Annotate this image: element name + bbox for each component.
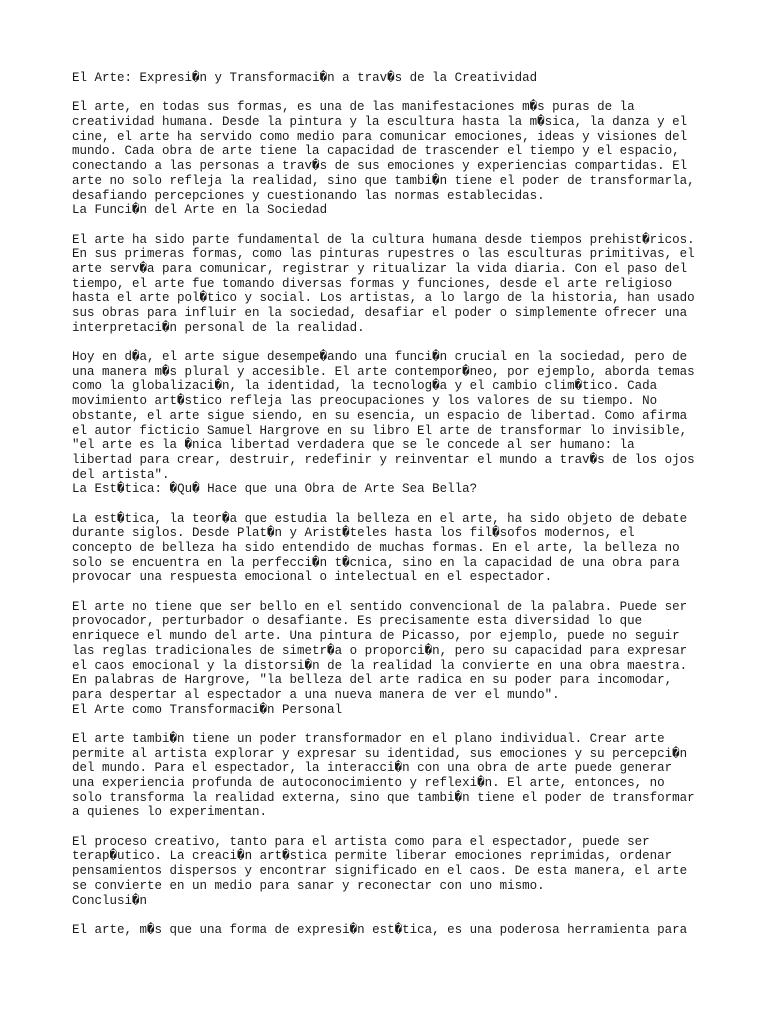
text-line: a quienes lo experimentan. — [72, 805, 268, 820]
text-line: creatividad humana. Desde la pintura y la escultura hasta la m�sica, la danza y el — [72, 115, 688, 130]
text-line: El arte ha sido parte fundamental de la cultura humana desde tiempos prehist�ricos. — [72, 232, 695, 247]
paragraph — [72, 100, 712, 203]
text-line: El arte tambi�n tiene un poder transformador en el plano individual. Crear arte — [72, 731, 665, 746]
text-line: arte no solo refleja la realidad, sino que tambi�n tiene el poder de transformarla, — [72, 173, 695, 188]
section-heading — [72, 482, 712, 497]
text-line: como la globalizaci�n, la identidad, la tecnolog�a y el cambio clim�tico. Cada — [72, 379, 658, 394]
text-line: mundo. Cada obra de arte tiene la capacidad de trascender el tiempo y el espacio, — [72, 144, 680, 159]
text-line: conectando a las personas a trav�s de sus emociones y experiencias compartidas. El — [72, 159, 688, 174]
section-heading — [72, 894, 712, 909]
text-line: El arte no tiene que ser bello en el sentido convencional de la palabra. Puede ser — [72, 599, 688, 614]
text-line: arte serv�a para comunicar, registrar y ritualizar la vida diaria. Con el paso del — [72, 261, 688, 276]
text-line: La est�tica, la teor�a que estudia la belleza en el arte, ha sido objeto de debate — [72, 511, 688, 526]
heading-line: El Arte: Expresi�n y Transformaci�n a trav�s de la Creatividad — [72, 71, 538, 85]
text-line: terap�utico. La creaci�n art�stica permite liberar emociones reprimidas, ordenar — [72, 849, 673, 864]
text-line: tiempo, el arte fue tomando diversas formas y funciones, desde el arte religioso — [72, 276, 673, 291]
text-line: concepto de belleza ha sido entendido de muchas formas. En el arte, la belleza no — [72, 541, 680, 555]
heading-line: Conclusi�n — [72, 893, 148, 908]
text-line: hasta el arte pol�tico y social. Los artistas, a lo largo de la historia, han usado — [72, 291, 695, 306]
paragraph — [72, 732, 712, 820]
text-line: el autor ficticio Samuel Hargrove en su libro El arte de transformar lo invisible, — [72, 423, 688, 438]
text-line: solo transforma la realidad externa, sino que tambi�n tiene el poder de transformar — [72, 790, 695, 805]
text-line: En palabras de Hargrove, "la belleza del arte radica en su poder para incomodar, — [72, 673, 673, 688]
text-line: una manera m�s plural y accesible. El arte contempor�neo, por ejemplo, aborda temas — [72, 364, 695, 379]
heading-line: El Arte como Transformaci�n Personal — [72, 702, 343, 717]
heading-line: La Est�tica: �Qu� Hace que una Obra de Arte Sea Bella? — [72, 482, 478, 497]
text-line: se convierte en un medio para sanar y reconectar con uno mismo. — [72, 878, 545, 893]
text-line: En sus primeras formas, como las pinturas rupestres o las esculturas primitivas, el — [72, 247, 695, 262]
text-line: provocador, perturbador o desafiante. Es precisamente esta diversidad lo que — [72, 614, 643, 629]
text-line: para despertar al espectador a una nueva manera de ver el mundo". — [72, 687, 560, 702]
blank-line — [72, 86, 712, 101]
text-line: El arte, m�s que una forma de expresi�n est�tica, es una poderosa herramienta para — [72, 922, 688, 937]
blank-line — [72, 908, 712, 923]
blank-line — [72, 218, 712, 233]
paragraph — [72, 350, 712, 482]
document-text — [72, 71, 712, 938]
blank-line — [72, 717, 712, 732]
text-line: movimiento art�stico refleja las preocupaciones y los valores de su tiempo. No — [72, 394, 658, 409]
text-line: una experiencia profunda de autoconocimiento y reflexi�n. El arte, entonces, no — [72, 776, 665, 790]
blank-line — [72, 820, 712, 835]
paragraph — [72, 233, 712, 336]
section-heading — [72, 703, 712, 718]
text-line: Hoy en d�a, el arte sigue desempe�ando una funci�n crucial en la sociedad, pero de — [72, 350, 688, 365]
text-line: solo se encuentra en la perfecci�n t�cnica, sino en la capacidad de una obra para — [72, 555, 680, 570]
section-heading — [72, 203, 712, 218]
heading-line: La Funci�n del Arte en la Sociedad — [72, 203, 328, 218]
text-line: las reglas tradicionales de simetr�a o proporci�n, pero su capacidad para expresar — [72, 643, 688, 658]
paragraph — [72, 923, 712, 938]
text-line: permite al artista explorar y expresar su identidad, sus emociones y su percepci�n — [72, 746, 688, 761]
text-line: del mundo. Para el espectador, la interacci�n con una obra de arte puede generar — [72, 761, 673, 776]
text-line: provocar una respuesta emocional o intelectual en el espectador. — [72, 570, 553, 585]
paragraph — [72, 512, 712, 585]
text-line: interpretaci�n personal de la realidad. — [72, 320, 365, 335]
text-line: obstante, el arte sigue siendo, en su esencia, un espacio de libertad. Como afirma — [72, 408, 688, 423]
text-line: El arte, en todas sus formas, es una de las manifestaciones m�s puras de la — [72, 100, 635, 115]
section-heading — [72, 71, 712, 86]
text-line: sus obras para influir en la sociedad, desafiar el poder o simplemente ofrecer una — [72, 306, 688, 320]
text-line: enriquece el mundo del arte. Una pintura de Picasso, por ejemplo, puede no seguir — [72, 629, 680, 644]
blank-line — [72, 585, 712, 600]
text-line: libertad para crear, destruir, redefinir y reinventar el mundo a trav�s de los ojos — [72, 452, 695, 467]
text-line: durante siglos. Desde Plat�n y Arist�teles hasta los fil�sofos modernos, el — [72, 526, 635, 541]
blank-line — [72, 497, 712, 512]
text-line: del artista". — [72, 467, 170, 482]
text-line: desafiando percepciones y cuestionando las normas establecidas. — [72, 188, 545, 203]
blank-line — [72, 335, 712, 350]
text-line: pensamientos dispersos y encontrar significado en el caos. De esta manera, el arte — [72, 864, 688, 879]
paragraph — [72, 835, 712, 894]
paragraph — [72, 600, 712, 703]
text-line: cine, el arte ha servido como medio para comunicar emociones, ideas y visiones del — [72, 129, 688, 144]
text-line: "el arte es la �nica libertad verdadera que se le concede al ser humano: la — [72, 438, 635, 453]
text-line: El proceso creativo, tanto para el artista como para el espectador, puede ser — [72, 834, 650, 849]
text-line: el caos emocional y la distorsi�n de la realidad la convierte en una obra maestra. — [72, 658, 688, 673]
